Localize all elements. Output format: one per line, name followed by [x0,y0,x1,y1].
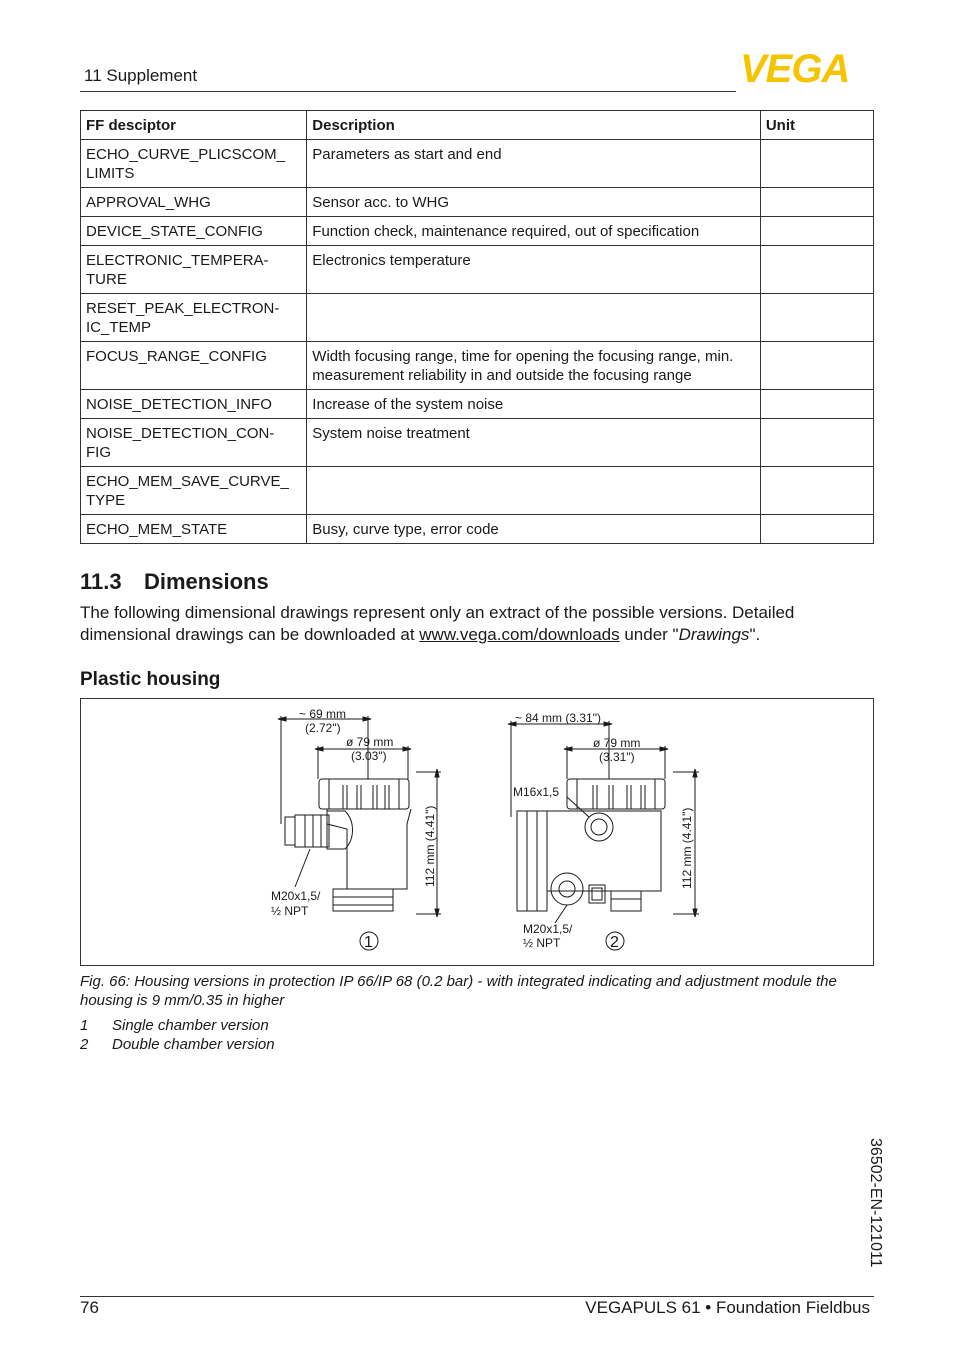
table-row [81,467,874,515]
footer-title: VEGAPULS 61 • Foundation Fieldbus [585,1298,870,1317]
width-label-1-inch: (2.72") [305,721,341,735]
diameter-label-2: ø 79 mm [593,736,641,750]
header-rule [80,91,736,92]
descriptor-cell: NOISE_DETECTION_CON- FIG [81,419,307,467]
table-row [81,217,874,246]
document-id: 36502-EN-121011 [867,1138,884,1268]
intro-emphasis: Drawings [678,625,750,644]
table-row [81,390,874,419]
unit-cell [760,419,873,467]
vega-logo-text: VEGA [740,50,850,86]
unit-cell [760,515,873,544]
description-cell: Increase of the system noise [307,390,761,419]
legend-text: Double chamber version [112,1036,275,1053]
table-row [81,188,874,217]
descriptor-cell: RESET_PEAK_ELECTRON- IC_TEMP [81,294,307,342]
descriptor-cell: FOCUS_RANGE_CONFIG [81,342,307,390]
intro-text: The following dimensional drawings represent only an extract of the possible versions. Detailed dimensional drawings can be downloaded at [80,603,795,644]
thread-label-m16: M16x1,5 [513,785,560,799]
unit-cell [760,342,873,390]
column-header: FF desciptor [81,111,307,140]
callout-2-text: 2 [610,934,619,951]
diameter-label-1: ø 79 mm [346,735,394,749]
height-label-1: 112 mm (4.41") [423,805,437,887]
width-label-2: ~ 84 mm (3.31") [515,711,601,725]
description-cell [307,294,761,342]
unit-cell [760,217,873,246]
unit-cell [760,140,873,188]
thread-label-1a: M20x1,5/ [271,889,321,903]
unit-cell [760,390,873,419]
description-cell: Parameters as start and end [307,140,761,188]
table-row [81,342,874,390]
housing-drawing [81,699,873,965]
section-number: 11.3 [80,569,122,594]
figure-frame [80,698,874,966]
description-cell: Width focusing range, time for opening the focusing range, min. measurement reliability in and outside the focusing range [307,342,761,390]
description-cell: Sensor acc. to WHG [307,188,761,217]
figure-caption: Fig. 66: Housing versions in protection IP 66/IP 68 (0.2 bar) - with integrated indicating and adjustment module the housing is 9 mm/0.35 in higher [80,973,837,1009]
vega-logo [740,50,874,86]
thread-label-2a: M20x1,5/ [523,922,573,936]
width-label-1: ~ 69 mm [299,707,347,721]
height-label-2: 112 mm (4.41") [680,807,694,889]
legend-text: Single chamber version [112,1017,269,1034]
intro-text: ". [749,625,761,644]
legend-number: 2 [80,1036,89,1053]
thread-label-2b: ½ NPT [523,936,561,950]
footer-rule [80,1296,874,1297]
column-header: Unit [760,111,873,140]
unit-cell [760,294,873,342]
running-header: 11 Supplement [84,66,198,85]
callout-1 [360,932,378,951]
table-row [81,419,874,467]
column-header: Description [307,111,761,140]
downloads-link[interactable]: www.vega.com/downloads [419,625,620,644]
descriptor-cell: DEVICE_STATE_CONFIG [81,217,307,246]
thread-label-1b: ½ NPT [271,904,309,918]
table-header-row [81,111,874,140]
ff-descriptor-table [80,110,874,544]
subsection-title: Plastic housing [80,669,221,690]
description-cell: Function check, maintenance required, out of specification [307,217,761,246]
descriptor-cell: ECHO_MEM_STATE [81,515,307,544]
intro-text: under " [619,625,679,644]
table-row [81,515,874,544]
intro-paragraph [80,602,880,646]
callout-2 [606,932,624,951]
description-cell [307,467,761,515]
section-title: Dimensions [144,569,269,594]
description-cell: Electronics temperature [307,246,761,294]
descriptor-cell: APPROVAL_WHG [81,188,307,217]
description-cell: System noise treatment [307,419,761,467]
table-row [81,294,874,342]
legend-item [80,1017,480,1037]
description-cell: Busy, curve type, error code [307,515,761,544]
descriptor-cell: ECHO_CURVE_PLICSCOM_ LIMITS [81,140,307,188]
page-number: 76 [80,1298,99,1317]
descriptor-cell: ECHO_MEM_SAVE_CURVE_ TYPE [81,467,307,515]
diameter-label-1-inch: (3.03") [351,749,387,763]
section-heading [80,569,269,595]
callout-1-text: 1 [364,934,373,951]
unit-cell [760,188,873,217]
diameter-label-2-inch: (3.31") [599,750,635,764]
table-row [81,246,874,294]
descriptor-cell: NOISE_DETECTION_INFO [81,390,307,419]
table-row [81,140,874,188]
legend-number: 1 [80,1017,89,1034]
descriptor-cell: ELECTRONIC_TEMPERA- TURE [81,246,307,294]
unit-cell [760,246,873,294]
unit-cell [760,467,873,515]
legend-item [80,1036,480,1056]
